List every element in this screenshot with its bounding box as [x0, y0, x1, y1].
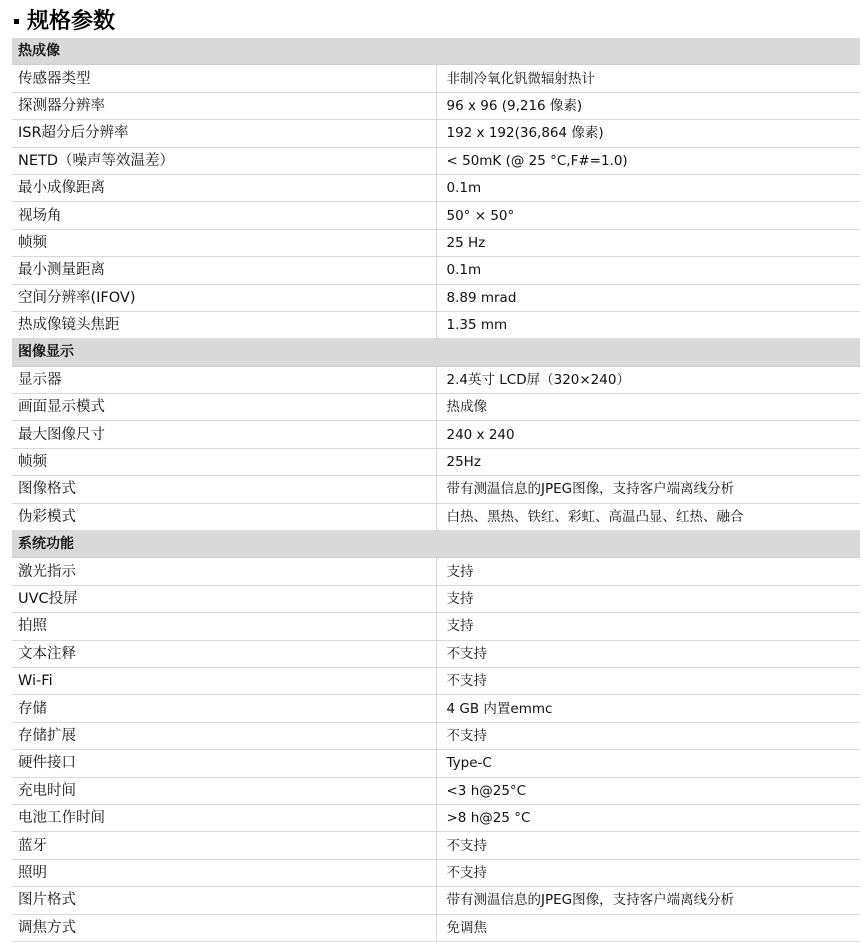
spec-label: 空间分辨率(IFOV)	[12, 284, 436, 311]
spec-label: 充电时间	[12, 777, 436, 804]
table-row	[12, 503, 860, 530]
table-row	[12, 859, 860, 886]
spec-value: 2.4英寸 LCD屏（320×240）	[436, 366, 860, 393]
spec-value: 免调焦	[436, 914, 860, 941]
spec-value: >8 h@25 °C	[436, 804, 860, 831]
table-row	[12, 585, 860, 612]
table-row	[12, 366, 860, 393]
section-title: 热成像	[12, 38, 860, 65]
table-row	[12, 640, 860, 667]
spec-value: 白热、黑热、铁红、彩虹、高温凸显、红热、融合	[436, 503, 860, 530]
spec-value: Type-C	[436, 750, 860, 777]
spec-label: 最小成像距离	[12, 174, 436, 201]
spec-value: 0.1m	[436, 257, 860, 284]
table-row	[12, 750, 860, 777]
table-row	[12, 421, 860, 448]
spec-value: 25Hz	[436, 448, 860, 475]
table-row	[12, 311, 860, 338]
section-header	[12, 531, 860, 558]
spec-label: 显示器	[12, 366, 436, 393]
spec-value: 支持	[436, 558, 860, 585]
table-row	[12, 667, 860, 694]
spec-label: 最小测量距离	[12, 257, 436, 284]
spec-label: 调焦方式	[12, 914, 436, 941]
spec-value: 带有测温信息的JPEG图像，支持客户端离线分析	[436, 887, 860, 914]
spec-label: 伪彩模式	[12, 503, 436, 530]
spec-label: 电池工作时间	[12, 804, 436, 831]
section-title: 系统功能	[12, 531, 860, 558]
spec-value: 不支持	[436, 832, 860, 859]
spec-table	[12, 38, 860, 942]
spec-value: 支持	[436, 585, 860, 612]
spec-value: 带有测温信息的JPEG图像，支持客户端离线分析	[436, 476, 860, 503]
spec-label: 存储扩展	[12, 722, 436, 749]
spec-label: 传感器类型	[12, 65, 436, 92]
spec-value: 不支持	[436, 667, 860, 694]
spec-value: < 50mK (@ 25 °C,F#=1.0)	[436, 147, 860, 174]
section-header	[12, 339, 860, 366]
spec-label: 硬件接口	[12, 750, 436, 777]
spec-value: 不支持	[436, 722, 860, 749]
section-header	[12, 38, 860, 65]
table-row	[12, 804, 860, 831]
spec-table-body	[12, 38, 860, 941]
spec-label: ISR超分后分辨率	[12, 120, 436, 147]
spec-value: 4 GB 内置emmc	[436, 695, 860, 722]
table-row	[12, 448, 860, 475]
spec-label: NETD（噪声等效温差）	[12, 147, 436, 174]
spec-value: 192 x 192(36,864 像素)	[436, 120, 860, 147]
spec-value: 50° × 50°	[436, 202, 860, 229]
table-row	[12, 257, 860, 284]
spec-label: 画面显示模式	[12, 394, 436, 421]
table-row	[12, 695, 860, 722]
table-row	[12, 120, 860, 147]
spec-label: 拍照	[12, 613, 436, 640]
table-row	[12, 229, 860, 256]
table-row	[12, 722, 860, 749]
spec-label: 帧频	[12, 448, 436, 475]
spec-value: <3 h@25°C	[436, 777, 860, 804]
spec-label: 激光指示	[12, 558, 436, 585]
spec-label: 最大图像尺寸	[12, 421, 436, 448]
table-row	[12, 202, 860, 229]
spec-value: 不支持	[436, 859, 860, 886]
page-title-text: 规格参数	[27, 8, 116, 34]
spec-label: 文本注释	[12, 640, 436, 667]
table-row	[12, 887, 860, 914]
table-row	[12, 777, 860, 804]
bullet-icon	[14, 19, 19, 24]
table-row	[12, 914, 860, 941]
spec-label: 图片格式	[12, 887, 436, 914]
spec-value: 240 x 240	[436, 421, 860, 448]
table-row	[12, 558, 860, 585]
spec-value: 不支持	[436, 640, 860, 667]
spec-value: 热成像	[436, 394, 860, 421]
spec-value: 96 x 96 (9,216 像素)	[436, 92, 860, 119]
spec-label: 图像格式	[12, 476, 436, 503]
spec-value: 0.1m	[436, 174, 860, 201]
table-row	[12, 174, 860, 201]
spec-value: 非制冷氧化钒微辐射热计	[436, 65, 860, 92]
page-title	[0, 0, 862, 38]
table-row	[12, 832, 860, 859]
spec-label: 视场角	[12, 202, 436, 229]
spec-value: 1.35 mm	[436, 311, 860, 338]
table-row	[12, 147, 860, 174]
spec-label: 帧频	[12, 229, 436, 256]
spec-value: 8.89 mrad	[436, 284, 860, 311]
table-row	[12, 394, 860, 421]
spec-value: 支持	[436, 613, 860, 640]
spec-value: 25 Hz	[436, 229, 860, 256]
section-title: 图像显示	[12, 339, 860, 366]
spec-label: 热成像镜头焦距	[12, 311, 436, 338]
spec-label: 探测器分辨率	[12, 92, 436, 119]
table-row	[12, 65, 860, 92]
spec-label: UVC投屏	[12, 585, 436, 612]
table-row	[12, 92, 860, 119]
table-row	[12, 613, 860, 640]
spec-label: 蓝牙	[12, 832, 436, 859]
spec-label: 存储	[12, 695, 436, 722]
spec-label: Wi-Fi	[12, 667, 436, 694]
spec-label: 照明	[12, 859, 436, 886]
table-row	[12, 476, 860, 503]
table-row	[12, 284, 860, 311]
